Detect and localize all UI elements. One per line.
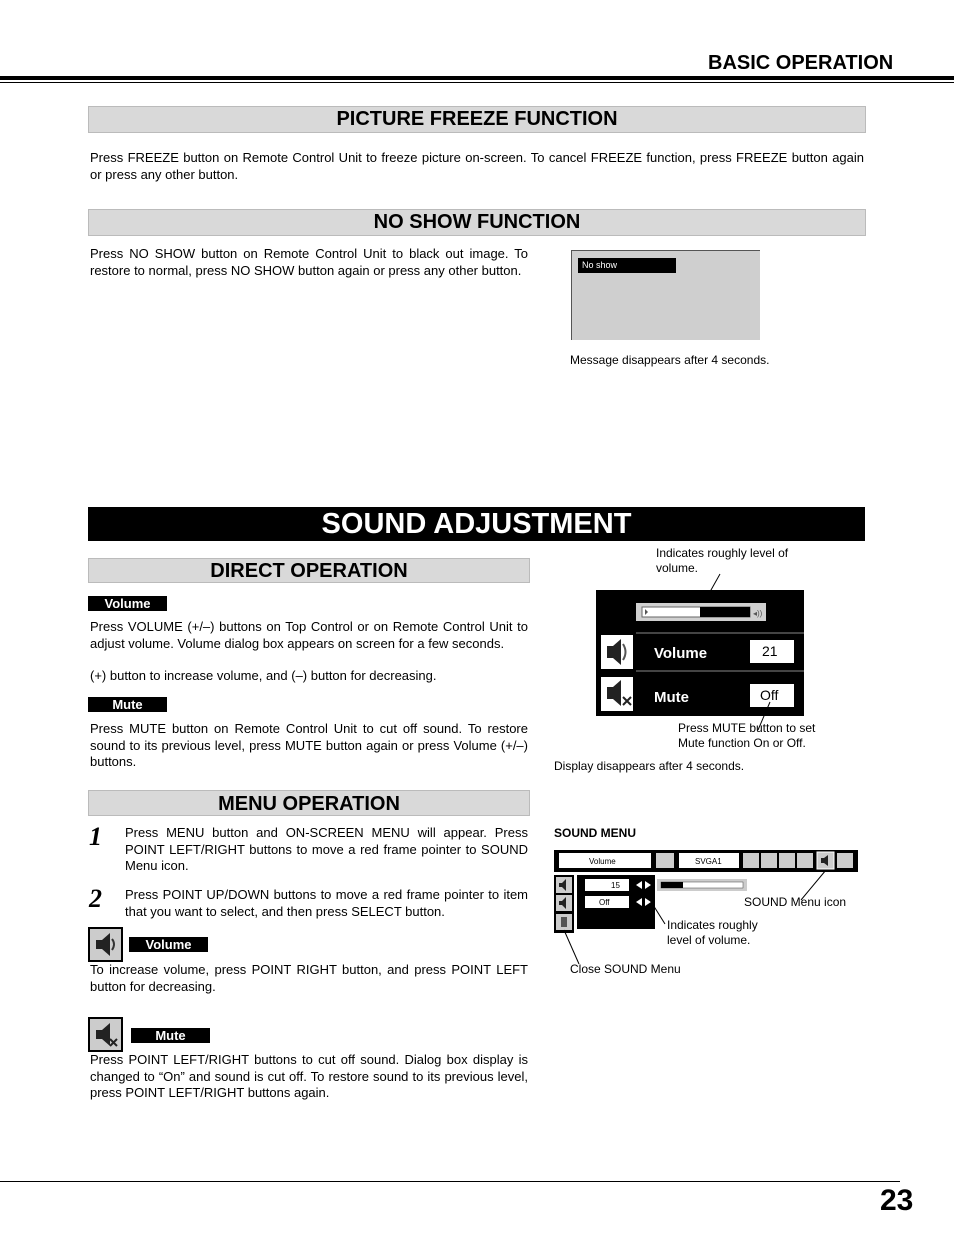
close-callout-line — [564, 930, 579, 964]
sound-menu-volume-box — [585, 879, 629, 891]
svg-text:◂)): ◂)) — [753, 609, 763, 618]
direct-volume-tag: Volume — [88, 596, 167, 611]
dialog-volume-label: Volume — [654, 645, 708, 662]
sound-adjustment-heading: SOUND ADJUSTMENT — [88, 507, 865, 541]
menu-icon-2 — [743, 853, 759, 868]
direct-volume-text: Press VOLUME (+/–) buttons on Top Control or on Remote Control Unit to adjust volume. Volume dialog box appears on screen for a few seconds. — [90, 619, 528, 651]
direct-operation-heading: DIRECT OPERATION — [88, 558, 530, 583]
no-show-screen — [571, 250, 760, 340]
step-1-text: Press MENU button and ON-SCREEN MENU will appear. Press POINT LEFT/RIGHT buttons to move a red frame pointer to SOUND Menu icon. — [125, 825, 528, 873]
menu-mute-icon — [88, 1017, 123, 1052]
sound-menu-slider-fill — [661, 882, 683, 888]
direct-mute-tag: Mute — [88, 697, 167, 712]
page-section-title: BASIC OPERATION — [708, 52, 894, 74]
sound-menu-close-callout: Close SOUND Menu — [570, 962, 681, 976]
no-show-text: Press NO SHOW button on Remote Control Unit to black out image. To restore to normal, press NO SHOW button again or press any other button. — [90, 246, 528, 278]
menu-icon-4 — [779, 853, 795, 868]
mute-icon — [96, 1023, 110, 1046]
menu-volume-icon — [88, 927, 123, 962]
sound-menu-title: SOUND MENU — [554, 826, 637, 840]
menu-icon-5 — [797, 853, 813, 868]
volume-dialog-caption: Display disappears after 4 seconds. — [554, 759, 745, 773]
direct-mute-text: Press MUTE button on Remote Control Unit to cut off sound. To restore sound to its previous level, press MUTE button again or press Volume (+/–) buttons. — [90, 721, 528, 769]
dialog-mute-label: Mute — [654, 689, 689, 706]
sound-menu-mute-value: Off — [599, 898, 610, 907]
header-rule-thin — [0, 82, 954, 83]
dialog-mute-value: Off — [760, 687, 779, 703]
sound-menu-level-callout: Indicates roughly level of volume. — [667, 918, 758, 947]
direct-volume-text2: (+) button to increase volume, and (–) button for decreasing. — [90, 668, 437, 683]
no-show-heading: NO SHOW FUNCTION — [88, 209, 866, 236]
menu-volume-text: To increase volume, press POINT RIGHT button, and press POINT LEFT button for decreasing. — [90, 962, 528, 994]
menu-icon-7 — [837, 853, 853, 868]
step-1-number: 1 — [89, 822, 102, 851]
sound-menu-volume-value: 15 — [611, 881, 620, 890]
menu-mute-tag: Mute — [131, 1028, 210, 1043]
no-show-label: No show — [578, 258, 676, 273]
no-show-caption: Message disappears after 4 seconds. — [570, 353, 770, 367]
sound-menu-icon-callout: SOUND Menu icon — [744, 895, 847, 909]
header-rule — [0, 76, 954, 80]
step-2-number: 2 — [89, 884, 102, 913]
volume-level-callout: Indicates roughly level of volume. — [656, 546, 789, 575]
speaker-icon — [96, 933, 110, 956]
menu-mute-text: Press POINT LEFT/RIGHT buttons to cut off sound. Dialog box display is changed to “On” and sound is cut off. To restore sound to its previous level, press POINT LEFT/RIGHT buttons again. — [90, 1052, 528, 1100]
menu-icon-1 — [656, 853, 674, 868]
sound-menu-source: SVGA1 — [695, 857, 722, 866]
footer-rule — [0, 1181, 900, 1182]
page-number: 23 — [880, 1184, 914, 1217]
menu-operation-heading: MENU OPERATION — [88, 790, 530, 816]
sound-menu-name: Volume — [589, 857, 616, 866]
menu-icon-3 — [761, 853, 777, 868]
mute-callout: Press MUTE button to set Mute function On or Off. — [678, 721, 816, 750]
menu-volume-tag: Volume — [129, 937, 208, 952]
dialog-volume-value: 21 — [762, 643, 778, 659]
picture-freeze-text: Press FREEZE button on Remote Control Unit to freeze picture on-screen. To cancel FREEZE function, press FREEZE button again or press any other button. — [90, 150, 864, 182]
picture-freeze-heading: PICTURE FREEZE FUNCTION — [88, 106, 866, 133]
step-2-text: Press POINT UP/DOWN buttons to move a red frame pointer to item that you want to select, and then press SELECT button. — [125, 887, 528, 919]
volume-slider-fill — [700, 607, 750, 617]
